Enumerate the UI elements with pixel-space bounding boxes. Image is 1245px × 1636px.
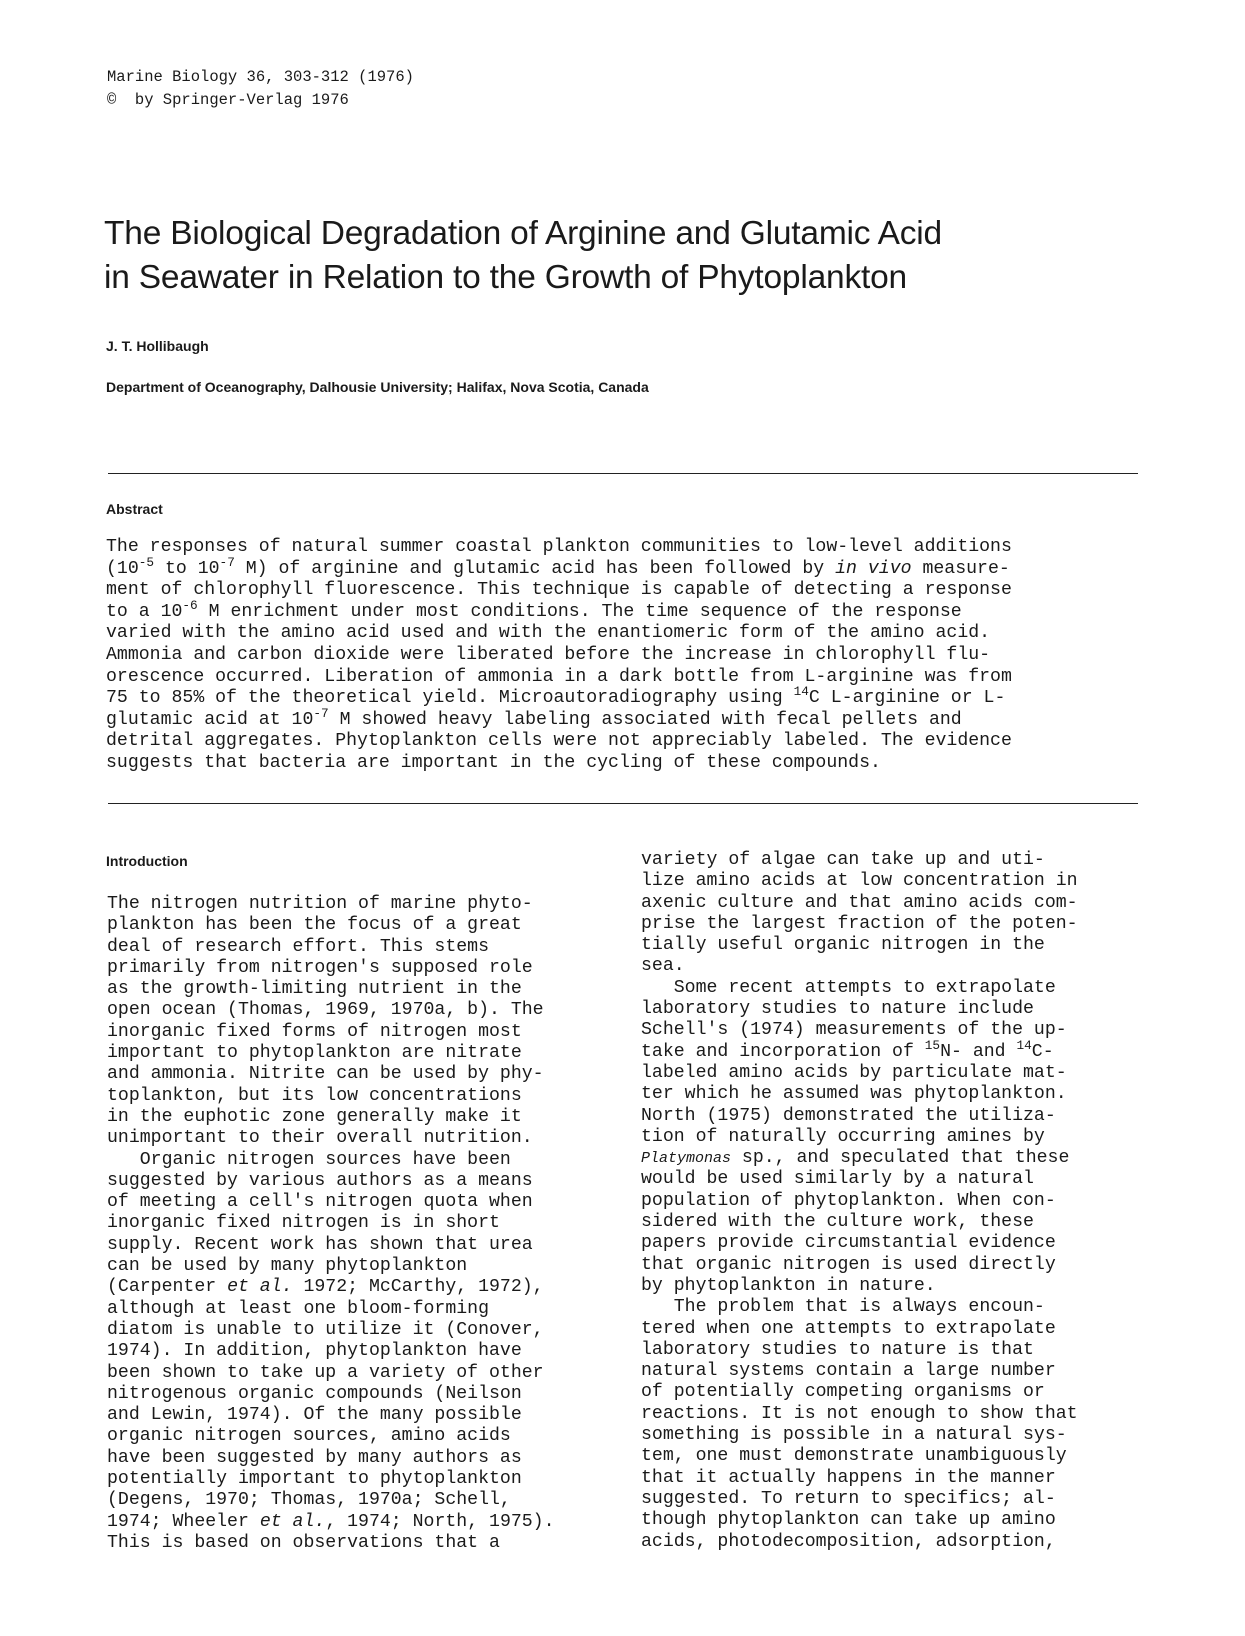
text-line: Some recent attempts to extrapolate <box>641 977 1056 998</box>
text-line: as the growth-limiting nutrient in the <box>107 979 522 1000</box>
text-line: The problem that is always encoun- <box>641 1297 1045 1318</box>
text-line: labeled amino acids by particulate mat- <box>641 1062 1067 1083</box>
text-line: variety of algae can take up and uti- <box>641 850 1045 870</box>
abstract-text <box>106 537 1166 775</box>
journal-header <box>107 66 414 112</box>
text-line: deal of research effort. This stems <box>107 936 489 957</box>
text-line: North (1975) demonstrated the utiliza- <box>641 1105 1056 1126</box>
text-line: that it actually happens in the manner <box>641 1467 1056 1488</box>
paper-title <box>104 212 1164 300</box>
author-affiliation: Department of Oceanography, Dalhousie University; Halifax, Nova Scotia, Canada <box>106 379 649 395</box>
text-line: would be used similarly by a natural <box>641 1169 1034 1190</box>
text-line: suggested. To return to specifics; al- <box>641 1488 1056 1509</box>
copyright-line: © by Springer-Verlag 1976 <box>107 91 349 109</box>
abstract-top-rule <box>108 473 1138 474</box>
right-column-text <box>641 850 1161 1553</box>
left-column-text <box>107 894 627 1554</box>
text-line: acids, photodecomposition, adsorption, <box>641 1531 1056 1552</box>
text-line: important to phytoplankton are nitrate <box>107 1043 522 1064</box>
text-line: tered when one attempts to extrapolate <box>641 1318 1056 1339</box>
text-line: open ocean (Thomas, 1969, 1970a, b). The <box>107 1000 544 1021</box>
text-line: natural systems contain a large number <box>641 1361 1056 1382</box>
introduction-heading: Introduction <box>106 853 188 869</box>
text-line: and Lewin, 1974). Of the many possible <box>107 1405 522 1426</box>
text-line: 1974; Wheeler et al., 1974; North, 1975). <box>107 1511 555 1532</box>
text-line: tem, one must demonstrate unambiguously <box>641 1446 1067 1467</box>
text-line: been shown to take up a variety of other <box>107 1362 544 1383</box>
text-line: (Degens, 1970; Thomas, 1970a; Schell, <box>107 1490 511 1511</box>
text-line: by phytoplankton in nature. <box>641 1275 936 1296</box>
author-name: J. T. Hollibaugh <box>106 338 209 354</box>
abstract-line: 75 to 85% of the theoretical yield. Microautoradiography using $^{14}$C L-arginine or L- <box>106 684 1006 709</box>
text-line: inorganic fixed nitrogen is in short <box>107 1213 500 1234</box>
abstract-line: suggests that bacteria are important in the cycling of these compounds. <box>106 752 881 773</box>
text-line: axenic culture and that amino acids com- <box>641 892 1078 913</box>
text-line: sea. <box>641 956 685 977</box>
text-line: take and incorporation of $^{15}$N- and $^{14}$C- <box>641 1037 1054 1062</box>
journal-citation: Marine Biology 36, 303-312 (1976) <box>107 68 414 86</box>
text-line: though phytoplankton can take up amino <box>641 1510 1056 1531</box>
text-line: (Carpenter et al. 1972; McCarthy, 1972), <box>107 1277 544 1298</box>
text-line: and ammonia. Nitrite can be used by phy- <box>107 1064 544 1085</box>
title-line-2: in Seawater in Relation to the Growth of Phytoplankton <box>104 259 907 296</box>
text-line: diatom is unable to utilize it (Conover, <box>107 1319 544 1340</box>
text-line: potentially important to phytoplankton <box>107 1469 522 1490</box>
text-line: can be used by many phytoplankton <box>107 1256 468 1277</box>
text-line: papers provide circumstantial evidence <box>641 1233 1056 1254</box>
text-line: primarily from nitrogen's supposed role <box>107 957 533 978</box>
text-line: inorganic fixed forms of nitrogen most <box>107 1021 522 1042</box>
abstract-line: The responses of natural summer coastal plankton communities to low-level additions <box>106 537 1012 557</box>
abstract-line: orescence occurred. Liberation of ammonia in a dark bottle from L-arginine was from <box>106 666 1012 687</box>
text-line: supply. Recent work has shown that urea <box>107 1234 533 1255</box>
text-line: population of phytoplankton. When con- <box>641 1190 1056 1211</box>
abstract-bottom-rule <box>108 803 1138 804</box>
text-line: prise the largest fraction of the poten- <box>641 913 1078 934</box>
text-line: of potentially competing organisms or <box>641 1382 1045 1403</box>
text-line: toplankton, but its low concentrations <box>107 1085 522 1106</box>
abstract-line: ($10^{-5}$ to $10^{-7}$ M) of arginine and glutamic acid has been followed by in vivo measure- <box>106 554 1010 579</box>
text-line: The nitrogen nutrition of marine phyto- <box>107 894 533 914</box>
text-line: sidered with the culture work, these <box>641 1212 1034 1233</box>
text-line: tion of naturally occurring amines by <box>641 1126 1045 1147</box>
text-line: reactions. It is not enough to show that <box>641 1403 1078 1424</box>
abstract-heading: Abstract <box>106 501 163 517</box>
text-line: suggested by various authors as a means <box>107 1170 533 1191</box>
text-line: organic nitrogen sources, amino acids <box>107 1426 511 1447</box>
text-line: nitrogenous organic compounds (Neilson <box>107 1383 522 1404</box>
text-line: laboratory studies to nature include <box>641 999 1034 1020</box>
text-line: lize amino acids at low concentration in <box>641 871 1078 892</box>
text-line: although at least one bloom-forming <box>107 1298 489 1319</box>
abstract-line: ment of chlorophyll fluorescence. This technique is capable of detecting a response <box>106 580 1012 601</box>
abstract-line: varied with the amino acid used and with the enantiomeric form of the amino acid. <box>106 623 991 644</box>
text-line: ter which he assumed was phytoplankton. <box>641 1084 1067 1105</box>
abstract-line: Ammonia and carbon dioxide were liberated before the increase in chlorophyll flu- <box>106 644 991 665</box>
abstract-line: detrital aggregates. Phytoplankton cells were not appreciably labeled. The evidence <box>106 731 1012 752</box>
abstract-line: glutamic acid at $10^{-7}$ M showed heavy labeling associated with fecal pellets and <box>106 705 962 730</box>
text-line: of meeting a cell's nitrogen quota when <box>107 1192 533 1213</box>
title-line-1: The Biological Degradation of Arginine and Glutamic Acid <box>104 215 942 252</box>
text-line: 1974). In addition, phytoplankton have <box>107 1341 522 1362</box>
text-line: that organic nitrogen is used directly <box>641 1254 1056 1275</box>
text-line: Platymonas sp., and speculated that these <box>641 1148 1070 1169</box>
abstract-line: to a $10^{-6}$ M enrichment under most conditions. The time sequence of the response <box>106 597 962 622</box>
text-line: Organic nitrogen sources have been <box>107 1149 511 1170</box>
text-line: Schell's (1974) measurements of the up- <box>641 1020 1067 1041</box>
text-line: in the euphotic zone generally make it <box>107 1106 522 1127</box>
text-line: plankton has been the focus of a great <box>107 915 522 936</box>
text-line: tially useful organic nitrogen in the <box>641 935 1045 956</box>
text-line: This is based on observations that a <box>107 1532 500 1553</box>
text-line: something is possible in a natural sys- <box>641 1425 1067 1446</box>
text-line: laboratory studies to nature is that <box>641 1339 1034 1360</box>
text-line: have been suggested by many authors as <box>107 1447 522 1468</box>
text-line: unimportant to their overall nutrition. <box>107 1128 533 1149</box>
